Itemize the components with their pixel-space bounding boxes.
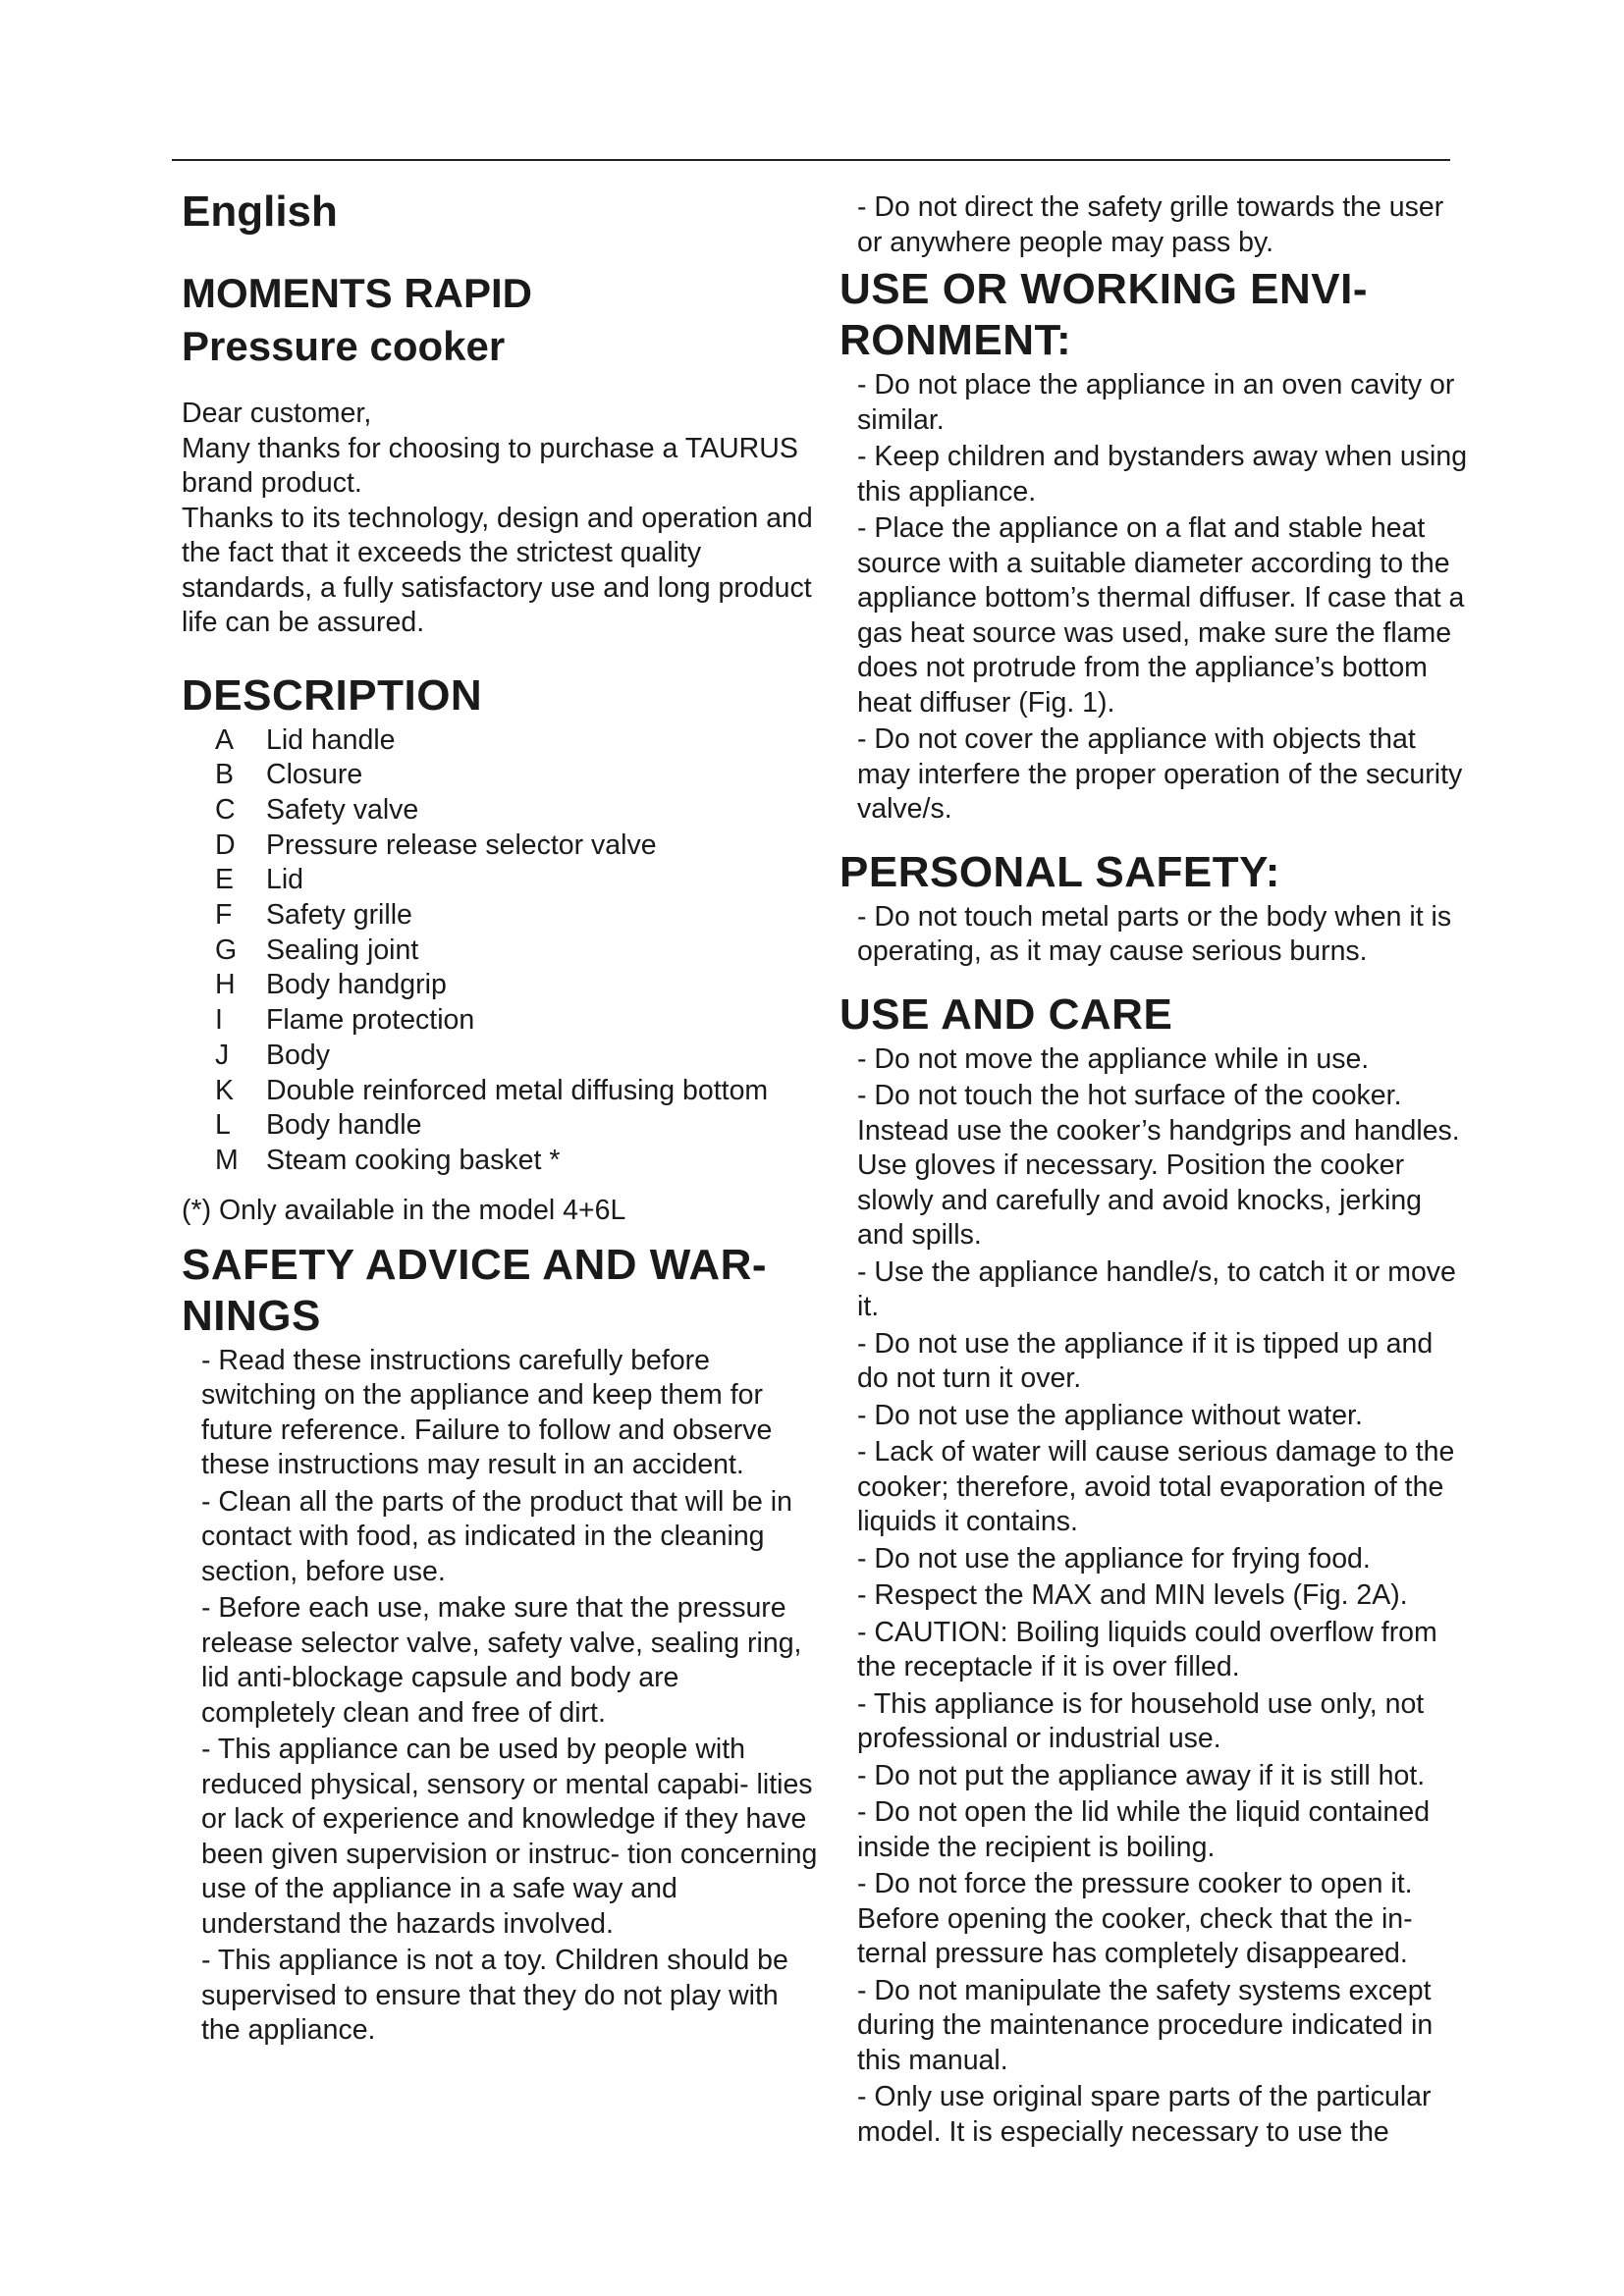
use-care-heading: USE AND CARE bbox=[839, 989, 1173, 1039]
product-title-line2: Pressure cooker bbox=[182, 323, 506, 369]
list-item: - Clean all the parts of the product that will be in contact with food, as indicated in the cleaning section, before use. bbox=[201, 1485, 792, 1587]
list-item: - Do not touch the hot surface of the cooker. Instead use the cooker’s handgrips and handles. Use gloves if necessary. Position the cooker slowly and carefully and avoid knocks, jerking and spills. bbox=[857, 1080, 1460, 1251]
list-item: - Do not touch metal parts or the body when it is operating, as it may cause serious burns. bbox=[857, 900, 1452, 967]
left-column bbox=[182, 187, 820, 2051]
right-column bbox=[839, 187, 1468, 2152]
personal-safety-list bbox=[857, 900, 1468, 970]
list-item: D Pressure release selector valve bbox=[215, 828, 657, 861]
spacer bbox=[839, 972, 1468, 989]
spacer bbox=[839, 829, 1468, 847]
intro-thanks: Many thanks for choosing to purchase a TAURUS brand product. bbox=[182, 432, 798, 499]
list-item: J Body bbox=[215, 1039, 330, 1071]
intro-text bbox=[182, 397, 820, 641]
list-item: - Do not put the appliance away if it is still hot. bbox=[857, 1759, 1426, 1791]
list-item: - Lack of water will cause serious damage to the cooker; therefore, avoid total evaporation of the liquids it contains. bbox=[857, 1436, 1455, 1537]
personal-safety-heading: PERSONAL SAFETY: bbox=[839, 847, 1280, 896]
list-item: - Do not use the appliance for frying food. bbox=[857, 1542, 1371, 1575]
list-item: - This appliance can be used by people with reduced physical, sensory or mental capabi- lities or lack of experience and knowledge if they have been given supervision or instruc- tion concerning use of the appliance in a safe way and understand the hazards involved. bbox=[201, 1734, 818, 1940]
list-item: L Body handle bbox=[215, 1109, 422, 1142]
list-item: F Safety grille bbox=[215, 899, 412, 932]
list-item: - Read these instructions carefully before switching on the appliance and keep them for future reference. Failure to follow and observe these instructions may result in an accident. bbox=[201, 1344, 773, 1481]
list-item: G Sealing joint bbox=[215, 934, 419, 966]
list-item: - Do not use the appliance without water. bbox=[857, 1399, 1363, 1431]
use-care-list bbox=[857, 1042, 1468, 2151]
list-item: E Lid bbox=[215, 864, 304, 896]
list-item: A Lid handle bbox=[215, 723, 396, 756]
product-title bbox=[182, 267, 820, 373]
description-list bbox=[215, 723, 820, 1179]
model-note: (*) Only available in the model 4+6L bbox=[182, 1194, 626, 1226]
language-heading: English bbox=[182, 187, 338, 236]
list-item: - CAUTION: Boiling liquids could overflow from the receptacle if it is over filled. bbox=[857, 1616, 1437, 1682]
list-item: - Do not place the appliance in an oven cavity or similar. bbox=[857, 369, 1455, 436]
list-item: H Body handgrip bbox=[215, 969, 447, 1001]
list-item: - Do not open the lid while the liquid contained inside the recipient is boiling. bbox=[857, 1796, 1431, 1863]
list-item: - Do not use the appliance if it is tipped up and do not turn it over. bbox=[857, 1327, 1434, 1394]
list-item: - Only use original spare parts of the particular model. It is especially necessary to use the bbox=[857, 2081, 1432, 2148]
list-item: - Before each use, make sure that the pressure release selector valve, safety valve, sealing ring, lid anti-blockage capsule and body are completely clean and free of dirt. bbox=[201, 1592, 802, 1729]
list-item: - Respect the MAX and MIN levels (Fig. 2A). bbox=[857, 1579, 1408, 1611]
list-item: - Use the appliance handle/s, to catch it or move it. bbox=[857, 1255, 1456, 1322]
list-item: M Steam cooking basket * bbox=[215, 1144, 561, 1176]
list-item: - Do not manipulate the safety systems except during the maintenance procedure indicated in this manual. bbox=[857, 1974, 1434, 2076]
intro-quality: Thanks to its technology, design and operation and the fact that it exceeds the strictest quality standards, a fully satisfactory use and long product life can be assured. bbox=[182, 502, 813, 638]
list-item: - Do not move the appliance while in use. bbox=[857, 1042, 1370, 1075]
list-item: - Do not cover the appliance with objects that may interfere the proper operation of the security valve/s. bbox=[857, 723, 1463, 825]
safety-heading: SAFETY ADVICE AND WAR- NINGS bbox=[182, 1240, 768, 1340]
list-item: I Flame protection bbox=[215, 1004, 475, 1037]
description-heading: DESCRIPTION bbox=[182, 670, 483, 720]
intro-greeting: Dear customer, bbox=[182, 398, 372, 429]
list-item: - Place the appliance on a flat and stable heat source with a suitable diameter according to the appliance bottom’s thermal diffuser. If case that a gas heat source was used, make sure the flame does not protrude from the appliance’s bottom heat diffuser (Fig. 1). bbox=[857, 512, 1465, 719]
safety-list bbox=[201, 1344, 820, 2049]
list-item: K Double reinforced metal diffusing bottom bbox=[215, 1074, 769, 1106]
list-item: - Do not direct the safety grille towards the user or anywhere people may pass by. bbox=[857, 191, 1444, 258]
safety-list-continued bbox=[857, 190, 1468, 260]
environment-heading: USE OR WORKING ENVI- RONMENT: bbox=[839, 265, 1369, 364]
list-item: - This appliance is not a toy. Children should be supervised to ensure that they do not play with the appliance. bbox=[201, 1945, 788, 2047]
list-item: C Safety valve bbox=[215, 793, 419, 826]
list-item: - This appliance is for household use only, not professional or industrial use. bbox=[857, 1687, 1425, 1754]
list-item: - Keep children and bystanders away when using this appliance. bbox=[857, 441, 1468, 507]
list-item: B Closure bbox=[215, 759, 363, 791]
environment-list bbox=[857, 368, 1468, 828]
list-item: - Do not force the pressure cooker to open it. Before opening the cooker, check that the in- ternal pressure has completely disappeared. bbox=[857, 1868, 1413, 1969]
product-title-line1: MOMENTS RAPID bbox=[182, 270, 532, 316]
header-rule bbox=[172, 159, 1450, 161]
